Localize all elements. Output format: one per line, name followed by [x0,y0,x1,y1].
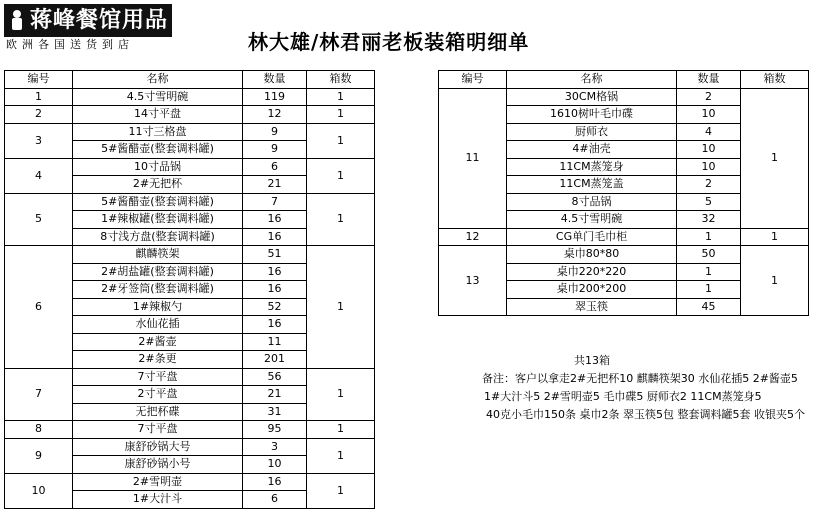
item-qty-cell: 6 [243,491,307,509]
item-name-cell: 2#雪明壶 [73,473,243,491]
table-row [439,246,809,264]
item-name-cell: 2#酱壶 [73,333,243,351]
item-qty-cell: 1 [677,281,741,299]
group-number-cell: 5 [5,193,73,246]
item-name-cell: 30CM格锅 [507,88,677,106]
group-number-cell: 3 [5,123,73,158]
item-name-cell: 麒麟筷架 [73,246,243,264]
item-name-cell: 2#无把杯 [73,176,243,194]
table-row [5,438,375,456]
item-name-cell: 8寸品锅 [507,193,677,211]
item-name-cell: 桌巾80*80 [507,246,677,264]
item-name-cell: 康舒砂锅小号 [73,456,243,474]
table-row [5,246,375,264]
item-qty-cell: 16 [243,316,307,334]
group-number-cell: 6 [5,246,73,369]
page-title: 林大雄/林君丽老板装箱明细单 [248,30,530,54]
group-boxes-cell: 1 [307,106,375,124]
table-row [5,123,375,141]
item-name-cell: 11CM蒸笼身 [507,158,677,176]
item-name-cell: 11寸三格盘 [73,123,243,141]
item-qty-cell: 21 [243,386,307,404]
item-name-cell: 5#酱醋壶(整套调料罐) [73,141,243,159]
table-row [5,106,375,124]
group-boxes-cell: 1 [741,88,809,228]
item-qty-cell: 16 [243,281,307,299]
col-header-quantity: 数量 [677,71,741,89]
logo-tagline: 欧洲各国送货到店 [6,38,134,51]
col-header-number: 编号 [5,71,73,89]
item-qty-cell: 32 [677,211,741,229]
group-boxes-cell: 1 [307,368,375,421]
item-qty-cell: 16 [243,473,307,491]
group-boxes-cell: 1 [741,246,809,316]
item-qty-cell: 3 [243,438,307,456]
item-qty-cell: 9 [243,123,307,141]
item-qty-cell: 56 [243,368,307,386]
item-name-cell: CG单门毛巾柜 [507,228,677,246]
group-boxes-cell: 1 [307,158,375,193]
item-qty-cell: 5 [677,193,741,211]
item-name-cell: 4.5寸雪明碗 [73,88,243,106]
item-name-cell: 7寸平盘 [73,368,243,386]
group-boxes-cell: 1 [307,421,375,439]
item-name-cell: 水仙花插 [73,316,243,334]
item-qty-cell: 12 [243,106,307,124]
item-qty-cell: 201 [243,351,307,369]
group-boxes-cell: 1 [741,228,809,246]
logo-name: 蒋峰餐馆用品 [30,8,169,33]
group-number-cell: 12 [439,228,507,246]
table-row [5,193,375,211]
group-number-cell: 2 [5,106,73,124]
group-number-cell: 13 [439,246,507,316]
table-row [5,158,375,176]
item-name-cell: 7寸平盘 [73,421,243,439]
item-name-cell: 2寸平盘 [73,386,243,404]
item-qty-cell: 95 [243,421,307,439]
item-name-cell: 2#牙签筒(整套调料罐) [73,281,243,299]
item-qty-cell: 1 [677,263,741,281]
item-name-cell: 14寸平盘 [73,106,243,124]
item-qty-cell: 119 [243,88,307,106]
remark-line-2: 1#大汁斗5 2#雪明壶5 毛巾碟5 厨师衣2 11CM蒸笼身5 [484,390,762,403]
item-name-cell: 桌巾200*200 [507,281,677,299]
item-name-cell: 1#大汁斗 [73,491,243,509]
item-name-cell: 11CM蒸笼盖 [507,176,677,194]
item-name-cell: 5#酱醋壶(整套调料罐) [73,193,243,211]
item-name-cell: 翠玉筷 [507,298,677,316]
item-qty-cell: 51 [243,246,307,264]
item-qty-cell: 4 [677,123,741,141]
group-boxes-cell: 1 [307,193,375,246]
item-qty-cell: 45 [677,298,741,316]
item-name-cell: 8寸浅方盘(整套调料罐) [73,228,243,246]
group-boxes-cell: 1 [307,438,375,473]
item-name-cell: 2#胡盐罐(整套调料罐) [73,263,243,281]
group-number-cell: 10 [5,473,73,508]
item-qty-cell: 10 [677,141,741,159]
item-qty-cell: 2 [677,176,741,194]
item-qty-cell: 10 [243,456,307,474]
item-qty-cell: 31 [243,403,307,421]
header-row [439,71,809,89]
group-number-cell: 7 [5,368,73,421]
item-qty-cell: 10 [677,106,741,124]
notes-section [478,352,828,424]
logo-banner [4,4,172,37]
item-name-cell: 4#油壳 [507,141,677,159]
table-row [5,368,375,386]
col-header-name: 名称 [73,71,243,89]
item-qty-cell: 52 [243,298,307,316]
chef-icon [8,9,26,31]
item-name-cell: 康舒砂锅大号 [73,438,243,456]
group-number-cell: 11 [439,88,507,228]
packing-table-left [4,70,375,509]
group-boxes-cell: 1 [307,473,375,508]
col-header-quantity: 数量 [243,71,307,89]
col-header-boxes: 箱数 [307,71,375,89]
table-row [5,88,375,106]
remark-line-1: 备注：客户以拿走2#无把杯10 麒麟筷架30 水仙花插5 2#酱壶5 [482,372,798,385]
total-boxes: 共13箱 [574,354,610,367]
item-qty-cell: 16 [243,228,307,246]
item-qty-cell: 7 [243,193,307,211]
group-number-cell: 8 [5,421,73,439]
packing-table-right [438,70,809,316]
item-qty-cell: 2 [677,88,741,106]
table-row [439,88,809,106]
remark-line-3: 40克小毛巾150条 桌巾2条 翠玉筷5包 整套调料罐5套 收银夹5个 [486,408,805,421]
item-name-cell: 10寸品锅 [73,158,243,176]
group-boxes-cell: 1 [307,246,375,369]
col-header-number: 编号 [439,71,507,89]
group-boxes-cell: 1 [307,123,375,158]
item-name-cell: 2#条更 [73,351,243,369]
item-qty-cell: 16 [243,263,307,281]
item-qty-cell: 11 [243,333,307,351]
group-number-cell: 1 [5,88,73,106]
item-qty-cell: 1 [677,228,741,246]
group-boxes-cell: 1 [307,88,375,106]
table-row [5,421,375,439]
header-row [5,71,375,89]
item-name-cell: 4.5寸雪明碗 [507,211,677,229]
item-qty-cell: 10 [677,158,741,176]
item-name-cell: 1610树叶毛巾碟 [507,106,677,124]
item-qty-cell: 50 [677,246,741,264]
group-number-cell: 9 [5,438,73,473]
item-qty-cell: 21 [243,176,307,194]
item-name-cell: 桌巾220*220 [507,263,677,281]
table-row [5,473,375,491]
col-header-boxes: 箱数 [741,71,809,89]
col-header-name: 名称 [507,71,677,89]
item-qty-cell: 16 [243,211,307,229]
item-qty-cell: 9 [243,141,307,159]
table-row [439,228,809,246]
item-name-cell: 厨师衣 [507,123,677,141]
group-number-cell: 4 [5,158,73,193]
item-name-cell: 1#辣椒勺 [73,298,243,316]
company-logo [4,4,172,54]
item-name-cell: 1#辣椒罐(整套调料罐) [73,211,243,229]
item-qty-cell: 6 [243,158,307,176]
item-name-cell: 无把杯碟 [73,403,243,421]
